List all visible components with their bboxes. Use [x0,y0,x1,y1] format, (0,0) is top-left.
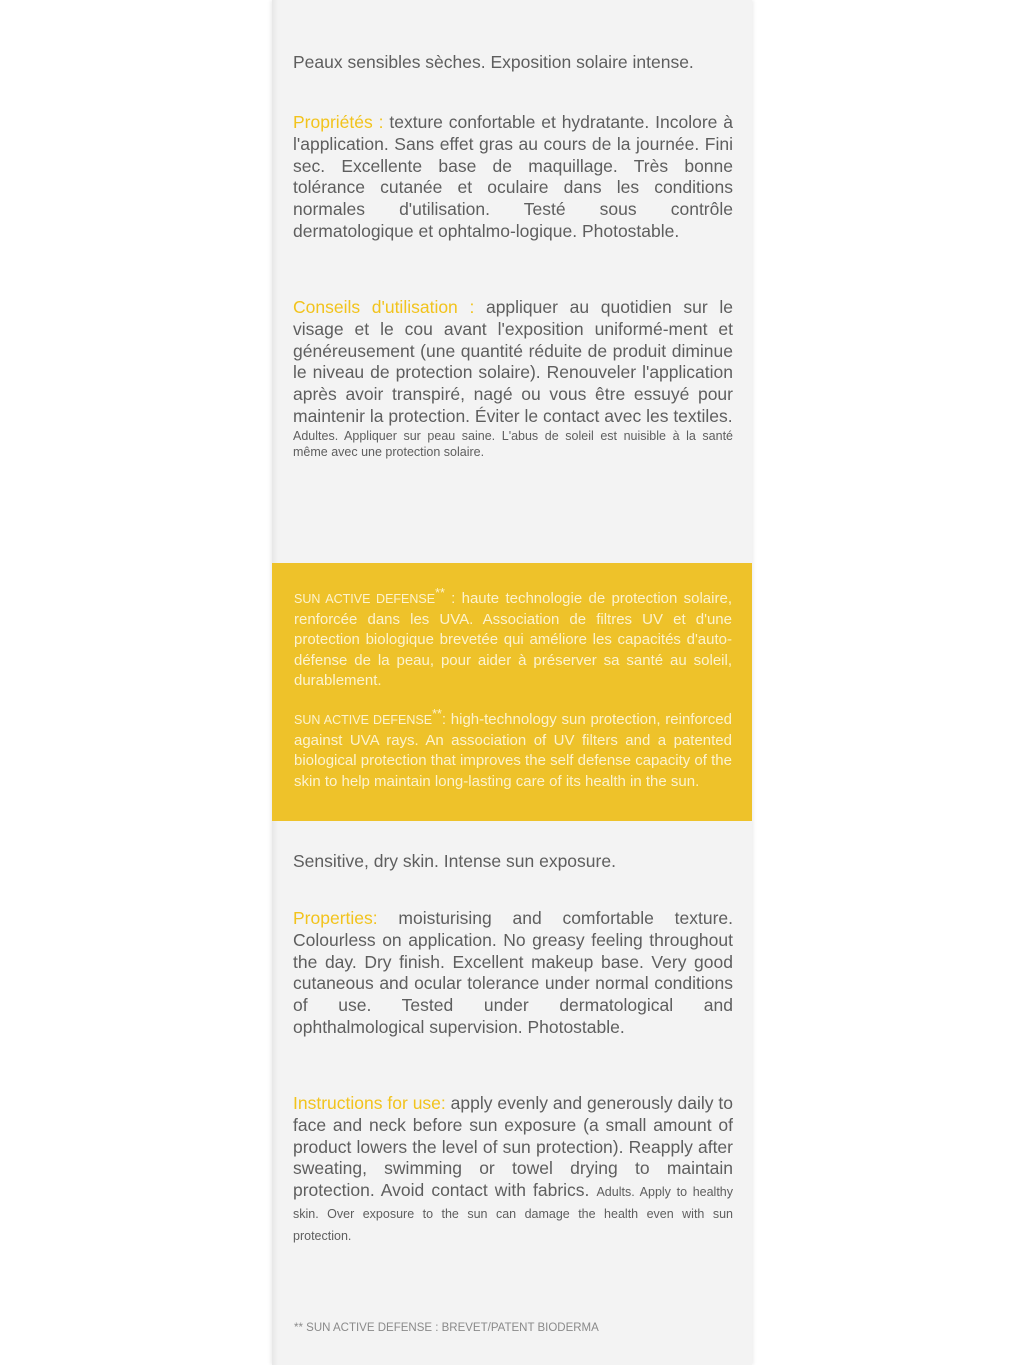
en-instructions-small: Adults. Apply to healthy skin. Over exposure to the sun can damage the health even with sun protection. [293,1185,734,1243]
fr-properties-label: Propriétés : [293,112,384,132]
en-instructions [293,1093,733,1246]
band-en-text: : high-technology sun protection, reinforced against UVA rays. An association of UV filters and a patented biological protection that improves the self defense capacity of the skin to help maintain long-lasting care of its health in the sun. [294,711,732,790]
fr-advice-small: Adultes. Appliquer sur peau saine. L'abus de soleil est nuisible à la santé même avec une protection solaire. [293,428,733,459]
en-instructions-label: Instructions for use: [293,1093,446,1113]
en-properties-label: Properties: [293,908,378,928]
band-en-marker: ** [432,707,442,721]
band-fr-paragraph [294,583,732,692]
patent-footnote: ** SUN ACTIVE DEFENSE : BREVET/PATENT BIODERMA [294,1322,599,1334]
en-skin-type: Sensitive, dry skin. Intense sun exposure. [293,851,616,871]
en-properties [293,908,733,1039]
band-fr-marker: ** [435,586,445,600]
en-properties-text: moisturising and comfortable texture. Colourless on application. No greasy feeling throughout the day. Dry finish. Excellent makeup base. Very good cutaneous and ocular tolerance under normal conditions of use. Tested under dermatological and ophthalmological supervision. Photostable. [293,908,733,1037]
band-en-paragraph [294,704,732,792]
fr-advice [293,297,733,460]
band-fr-label: SUN ACTIVE DEFENSE [294,592,436,606]
fr-advice-text: appliquer au quotidien sur le visage et le cou avant l'exposition uniformé-ment et généreusement (une quantité réduite de produit diminue le niveau de protection solaire). Renouveler l'application après avoir transpiré, nagé ou vous être essuyé pour maintenir la protection. Éviter le contact avec les textiles. [293,297,733,426]
fr-properties-text: texture confortable et hydratante. Incolore à l'application. Sans effet gras au cours de la journée. Fini sec. Excellente base de maquillage. Très bonne tolérance cutanée et oculaire dans les conditions normales d'utilisation. Testé sous contrôle dermatologique et ophtalmo-logique. Photostable. [293,112,733,241]
fr-properties [293,112,733,243]
band-en-label: SUN ACTIVE DEFENSE [294,713,433,727]
fr-skin-type: Peaux sensibles sèches. Exposition solaire intense. [293,52,694,72]
en-instructions-text: apply evenly and generously daily to face and neck before sun exposure (a small amount of product lowers the level of sun protection). Reapply after sweating, swimming or towel drying to maintain protection. Avoid contact with fabrics. [293,1093,733,1201]
band-fr-text: : haute technologie de protection solaire, renforcée dans les UVA. Association de filtres UV et d'une protection biologique brevetée qui améliore les capacités d'auto-défense de la peau, pour aider à préserver sa santé au soleil, durablement. [294,590,732,689]
fr-advice-label: Conseils d'utilisation : [293,297,475,317]
